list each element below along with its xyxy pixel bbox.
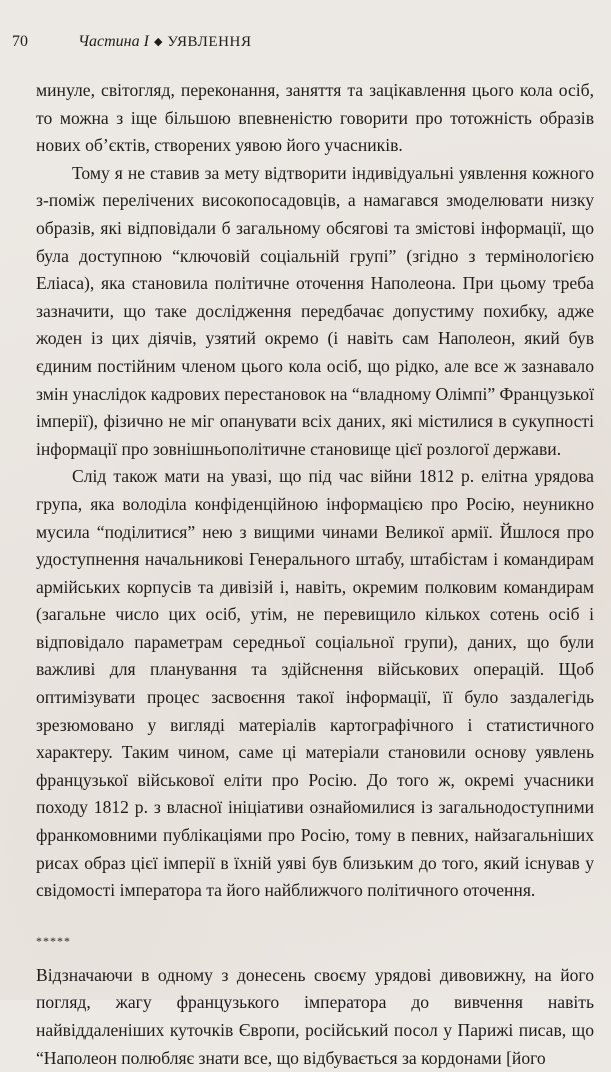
section-break: ***** [36,933,71,948]
chapter-title: УЯВЛЕННЯ [167,34,252,50]
body-text [36,77,594,1072]
paragraph-continued: минуле, світогляд, переконання, заняття та зацікавлення цього кола осіб, то можна з іще більшою впевненістю говорити про тотожність образів нових об’єктів, створених уявою його учасників. [36,80,594,156]
page-number: 70 [12,33,28,50]
paragraph: Слід також мати на увазі, що під час війни 1812 р. елітна урядова група, яка володіла конфіденційною інформацією про Росію, неуникно мусила “поділитися” нею з вищими чинами Великої армії. Йшлося про удоступнення начальникові Генерального штабу, штабістам і командирам армійських корпусів та дивізій і, навіть, окремим полковим командирам (загальне число цих осіб, утім, не перевищило кількох сотень осіб і відповідало параметрам середньої соціальної групи), даних, що були важливі для планування та здійснення військових операцій. Щоб оптимізувати процес засвоєння такої інформації, її було заздалегідь зрезюмовано у вигляді матеріалів картографічного і статистичного характеру. Таким чином, саме ці матеріали становили основу уявлень французької військової еліти про Росію. До того ж, окремі учасники походу 1812 р. з власної ініціативи ознайомилися із загальнодоступними франкомовними публікаціями про Росію, тому в певних, найзагальніших рисах образ цієї імперії в їхній уяві був близьким до того, який існував у свідомості імператора та його найближчого політичного оточення. [36,466,594,901]
running-head [12,31,591,53]
paragraph-new-section: Відзначаючи в одному з донесень своєму урядові дивовижну, на його погляд, жагу французького імператора до вивчення навіть найвіддаленіших куточків Європи, російський посол у Парижі писав, що “Наполеон полюбляє знати все, що відбувається за кордонами [його [36,964,594,1068]
diamond-icon: ◆ [153,36,163,48]
paragraph: Тому я не ставив за мету відтворити індивідуальні уявлення кожного з-поміж перелічених високопосадовців, а намагався змоделювати низку образів, які відповідали б загальному обсягові та змістові інформації, що була доступною “ключовій соціальній групі” (згідно з термінологією Еліаса), яка становила політичне оточення Наполеона. При цьому треба зазначити, що таке дослідження передбачає допустиму похибку, адже жоден із цих діячів, узятий окремо (і навіть сам Наполеон, який був єдиним постійним членом цього кола осіб, що рідко, але все ж зазнавало змін унаслідок кадрових перестановок на “владному Олімпі” Французької імперії), фізично не міг опанувати всіх даних, які містилися в сукупності інформації про зовнішньополітичне становище цієї розлогої держави. [36,162,594,459]
part-label: Частина I [78,33,149,50]
